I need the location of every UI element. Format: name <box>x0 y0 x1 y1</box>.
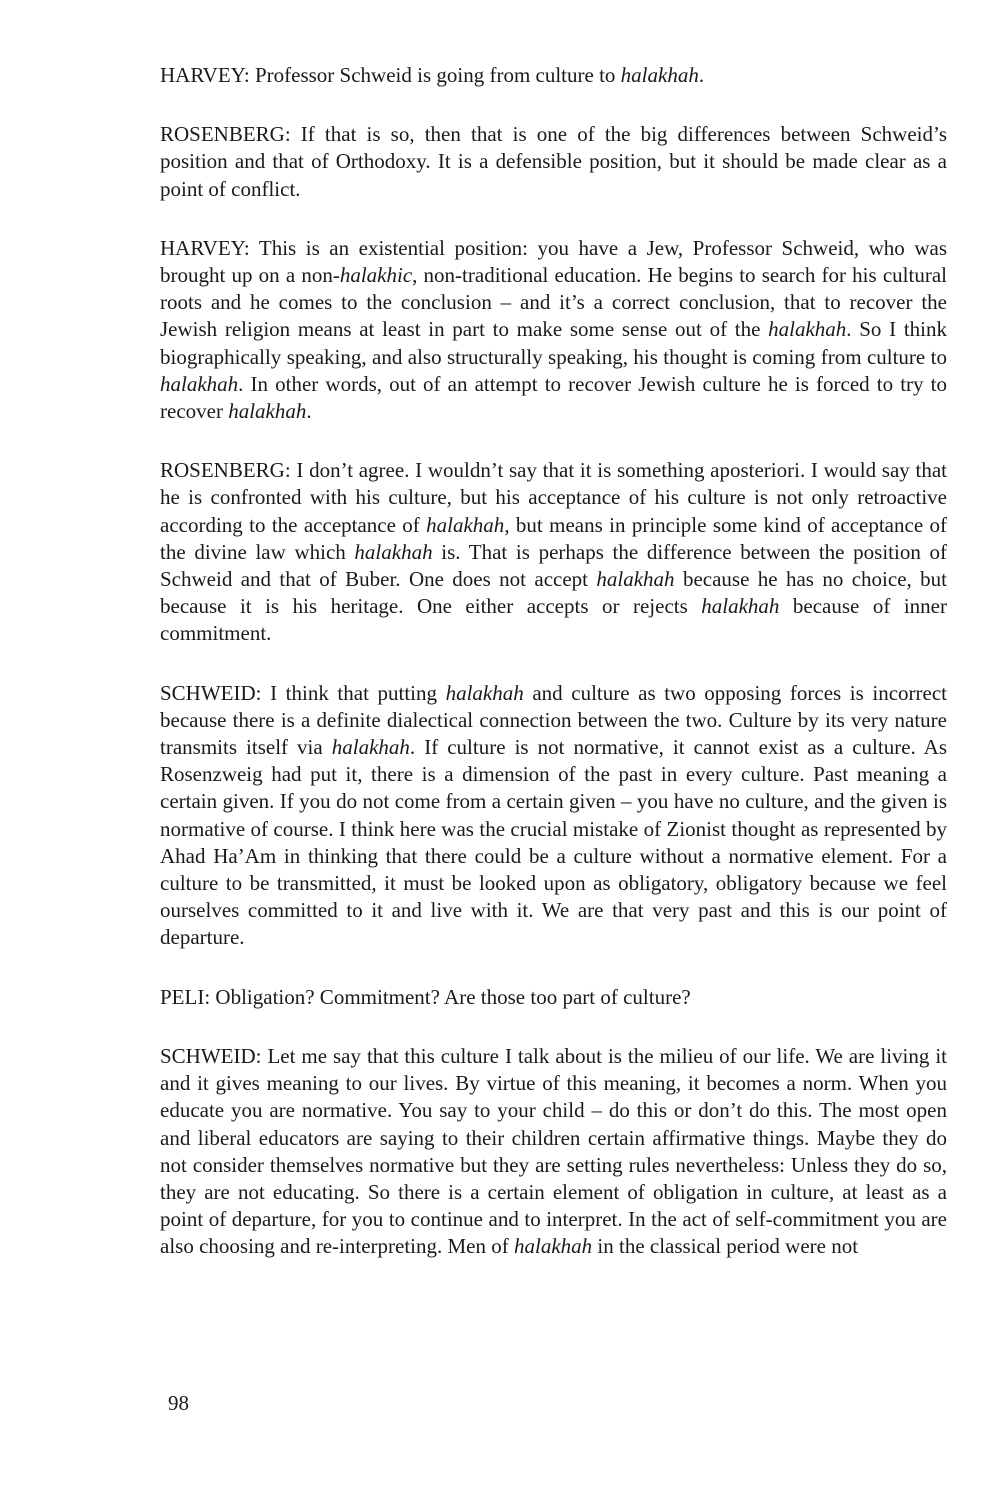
dialogue-paragraph <box>160 457 947 647</box>
paragraph-text: , but means in principle some kind of acceptance of the divine law which <box>160 512 947 564</box>
italic-term: halakhah <box>331 735 410 760</box>
paragraph-text: . <box>306 399 312 424</box>
italic-term: halakhah <box>514 1234 593 1259</box>
paragraph-text: ROSENBERG: If that is so, then that is one of the big differences between Schweid’s position and that of Orthodoxy. It is a defensible position, but it should be made clear as a point of conflict. <box>160 122 947 201</box>
paragraph-text: ROSENBERG: I don’t agree. I wouldn’t say that it is something aposteriori. I would say that he is confronted with his culture, but his acceptance of his culture is not only retroactive according to the acceptance of <box>160 458 947 537</box>
paragraph-text: . In other words, out of an attempt to recover Jewish culture he is forced to try to recover <box>160 371 947 424</box>
paragraph-text: because he has no choice, but because it is his heritage. One either accepts or rejects <box>160 567 948 619</box>
paragraph-text: , non-traditional education. He begins to search for his cultural roots and he comes to the conclusion – and it’s a correct conclusion, that to recover the Jewish religion means at least in part to make some sense out of the <box>160 263 947 342</box>
italic-term: halakhah <box>354 539 433 564</box>
italic-term: halakhah <box>228 399 307 424</box>
dialogue-paragraph <box>160 680 947 952</box>
paragraph-text: . <box>698 63 705 87</box>
paragraph-text: HARVEY: This is an existential position: you have a Jew, Professor Schweid, who was brought up on a non- <box>160 235 947 288</box>
dialogue-paragraph <box>160 235 947 425</box>
paragraph-text: HARVEY: Professor Schweid is going from culture to <box>160 63 621 87</box>
italic-term: halakhah <box>445 680 524 705</box>
dialogue-paragraph <box>160 1043 947 1261</box>
dialogue-paragraph <box>160 121 947 203</box>
paragraph-text: in the classical period were not <box>592 1234 859 1259</box>
dialogue-paragraph <box>160 62 947 89</box>
italic-term: halakhah <box>620 63 699 87</box>
page-number: 98 <box>168 1391 189 1415</box>
paragraph-text: and culture as two opposing forces is incorrect because there is a definite dialectical connection between the two. Culture by its very nature transmits itself via <box>160 680 947 760</box>
paragraph-text: because of inner commitment. <box>160 594 947 646</box>
italic-term: halakhah <box>596 567 675 592</box>
paragraph-text: PELI: Obligation? Commitment? Are those too part of culture? <box>160 984 691 1009</box>
italic-term: halakhah <box>426 512 505 537</box>
italic-term: halakhah <box>701 594 780 619</box>
paragraph-text: SCHWEID: Let me say that this culture I talk about is the milieu of our life. We are living it and it gives meaning to our lives. By virtue of this meaning, it becomes a norm. When you educate you are normative. You say to your child – do this or don’t do this. The most open and liberal educators are saying to their children certain affirmative things. Maybe they do not consider themselves normative but they are setting rules nevertheless: Unless they do so, they are not educating. So there is a certain element of obligation in culture, at least as a point of departure, for you to continue and to interpret. In the act of self-commitment you are also choosing and re-interpreting. Men of <box>160 1043 947 1259</box>
paragraph-text: is. That is perhaps the difference between the position of Schweid and that of Buber. One does not accept <box>160 539 947 592</box>
page-body <box>160 62 947 1293</box>
italic-term: halakhic <box>339 263 413 288</box>
dialogue-paragraph <box>160 984 947 1011</box>
italic-term: halakhah <box>768 317 847 342</box>
paragraph-text: SCHWEID: I think that putting <box>160 680 446 705</box>
paragraph-text: . So I think biographically speaking, and also structurally speaking, his thought is coming from culture to <box>160 317 947 369</box>
paragraph-text: . If culture is not normative, it cannot exist as a culture. As Rosenzweig had put it, there is a dimension of the past in every culture. Past meaning a certain given. If you do not come from a certain given – you have no culture, and the given is normative of course. I think here was the crucial mistake of Zionist thought as represented by Ahad Ha’Am in thinking that there could be a culture without a normative element. For a culture to be transmitted, it must be looked upon as obligatory, obligatory because we feel ourselves committed to it and live with it. We are that very past and this is our point of departure. <box>160 735 947 950</box>
italic-term: halakhah <box>160 371 239 396</box>
